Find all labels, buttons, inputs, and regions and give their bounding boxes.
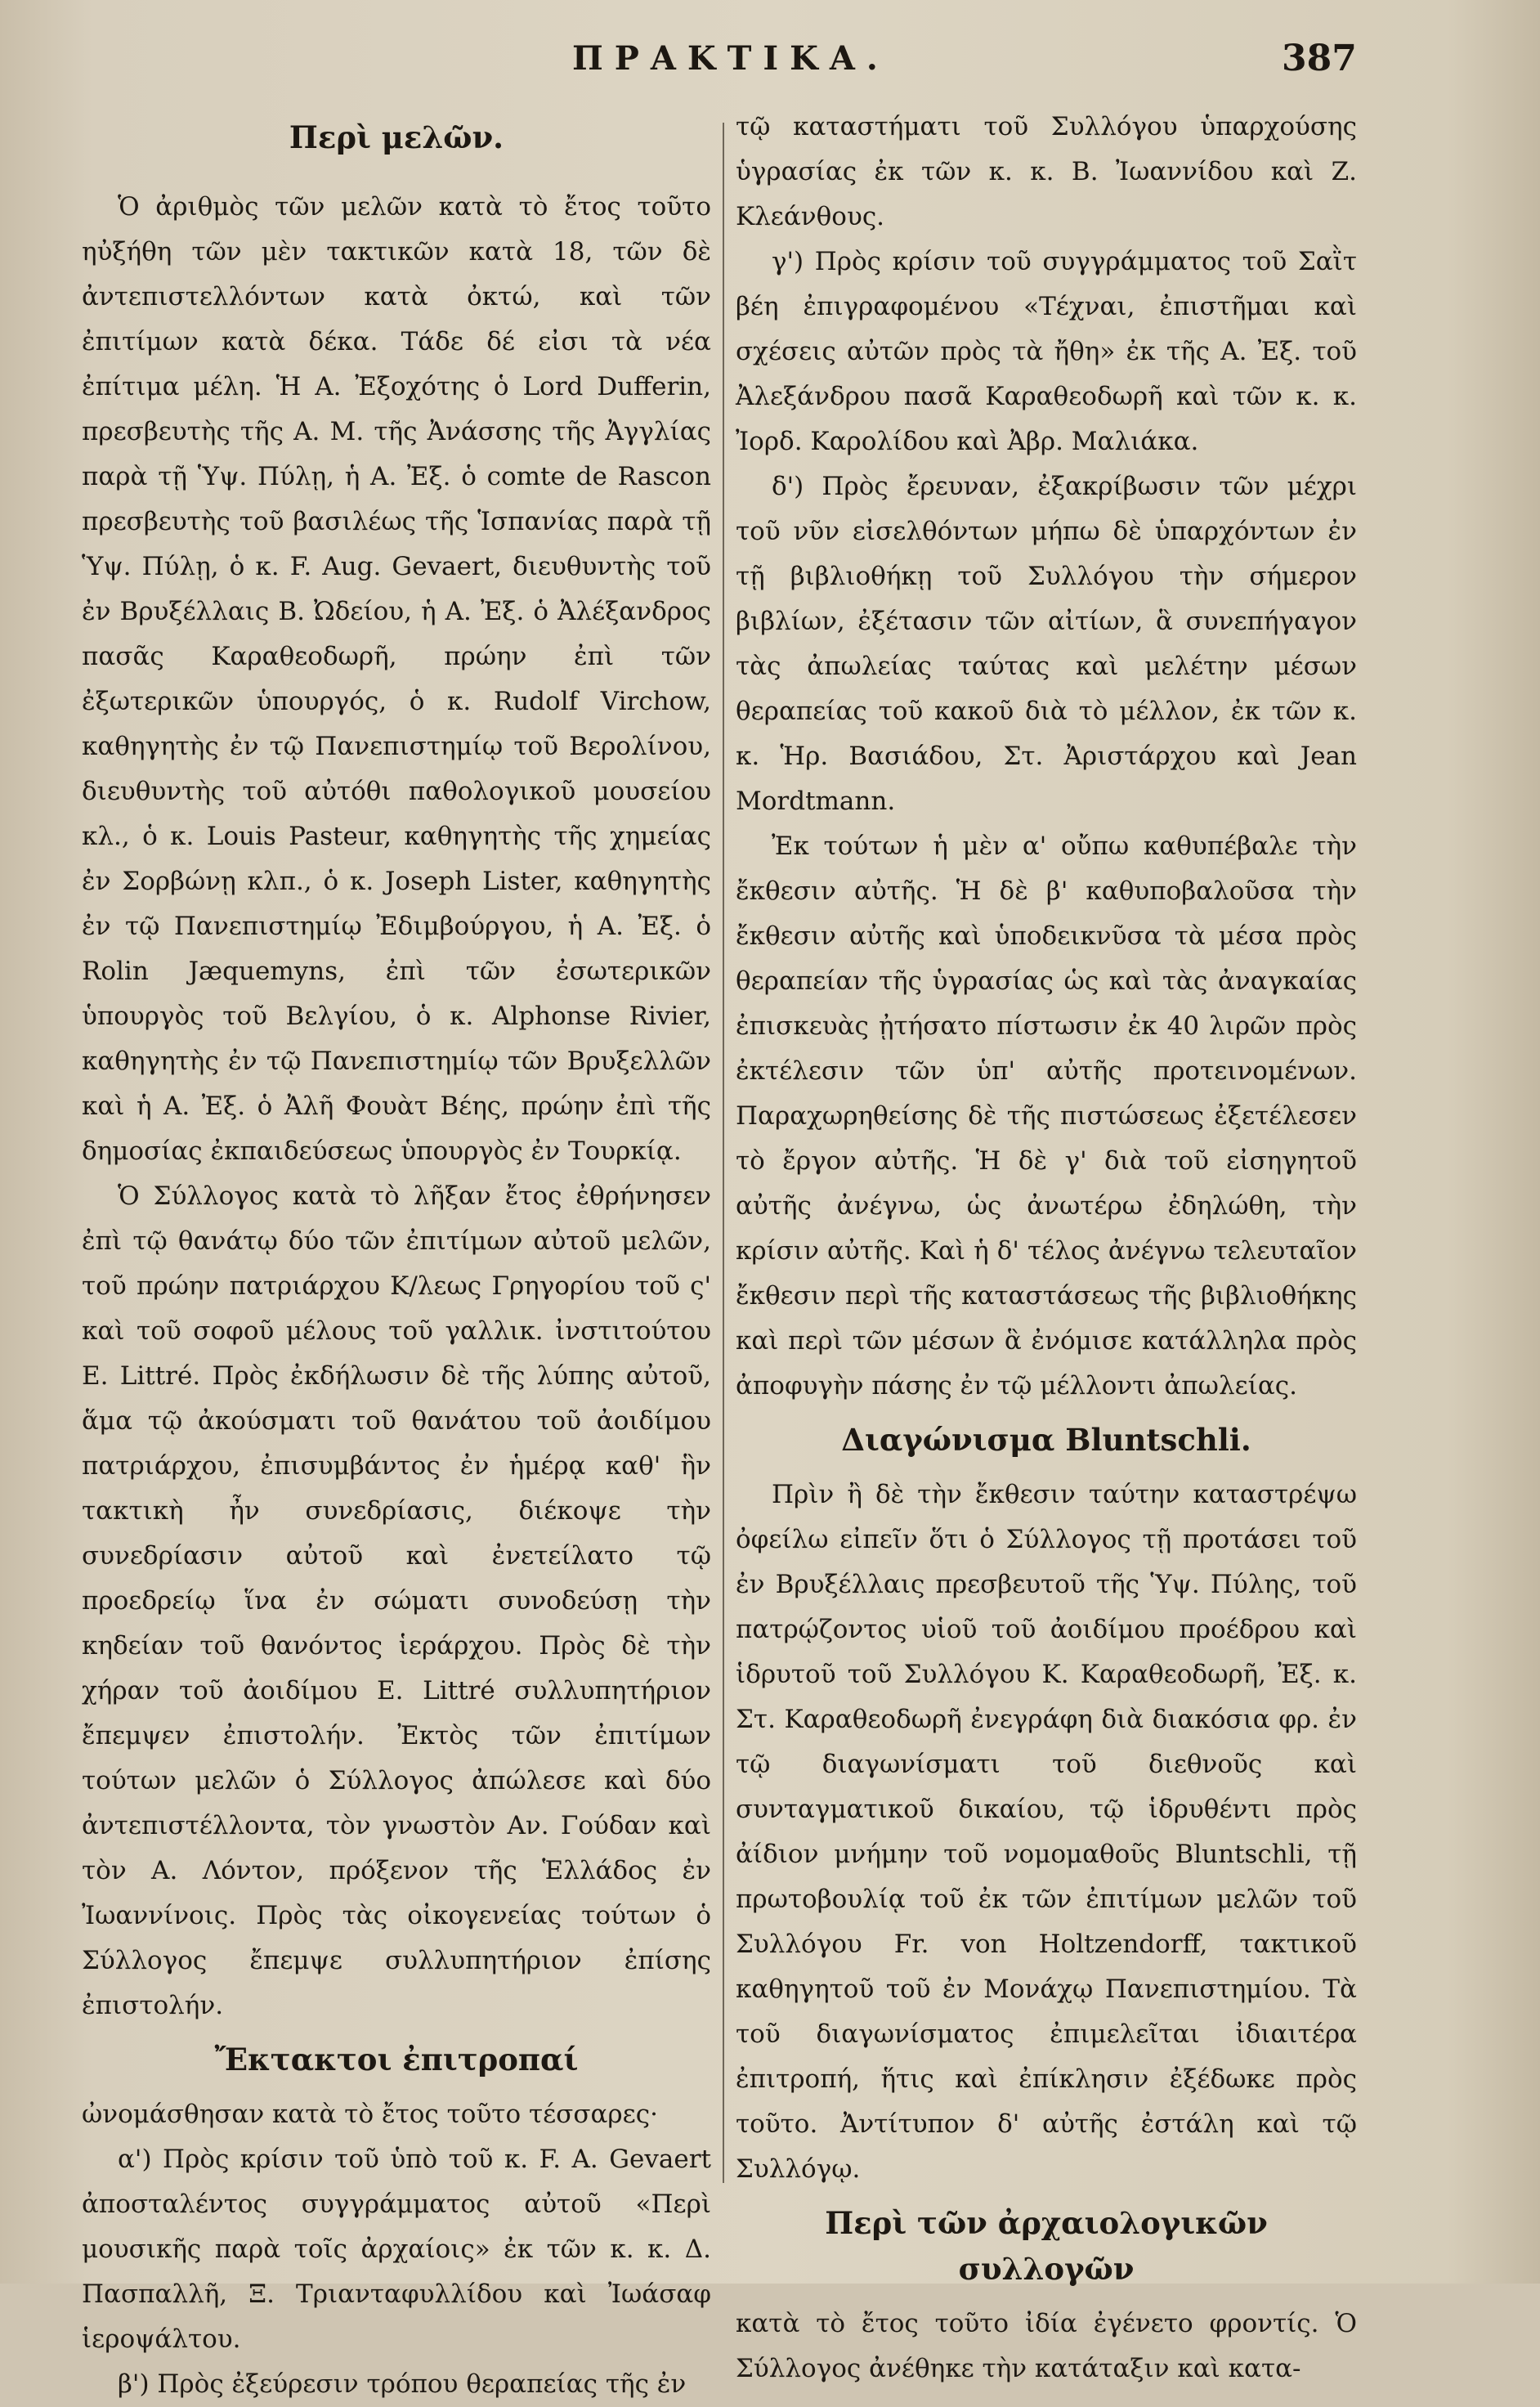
- section-heading-archaeological: Περὶ τῶν ἀρχαιολογικῶν συλλογῶν: [825, 2205, 1268, 2287]
- right-column: [736, 105, 1357, 2383]
- paragraph-committee-results: Ἐκ τούτων ἡ μὲν α' οὔπω καθυπέβαλε τὴν ἔκθεσιν αὐτῆς. Ἡ δὲ β' καθυποβαλοῦσα τὴν ἔκθεσιν αὐτῆς καὶ ὑποδεικνῦσα τὰ μέσα πρὸς θεραπείαν τῆς ὑγρασίας ὡς καὶ τὰς ἀναγκαίας ἐπισκευὰς ᾐτήσατο πίστωσιν ἐκ 40 λιρῶν πρὸς ἐκτέλεσιν τῶν ὑπ' αὐτῆς προτεινομένων. Παραχωρηθείσης δὲ τῆς πιστώσεως ἐξετέλεσεν τὸ ἔργον αὐτῆς. Ἡ δὲ γ' διὰ τοῦ εἰσηγητοῦ αὐτῆς ἀνέγνω, ὡς ἀνωτέρω ἐδηλώθη, τὴν κρίσιν αὐτῆς. Καὶ ἡ δ' τέλος ἀνέγνω τελευταῖον ἔκθεσιν περὶ τῆς καταστάσεως τῆς βιβλιοθήκης καὶ περὶ τῶν μέσων ἃ ἐνόμισε κατάλληλα πρὸς ἀποφυγὴν πάσης ἐν τῷ μέλλοντι ἀπωλείας.: [736, 831, 1357, 1401]
- running-head: [0, 36, 1540, 85]
- paragraph-committee-d: δ') Πρὸς ἔρευναν, ἐξακρίβωσιν τῶν μέχρι τοῦ νῦν εἰσελθόντων μήπω δὲ ὑπαρχόντων ἐν τῇ βιβλιοθήκῃ τοῦ Συλλόγου τὴν σήμερον βιβλίων, ἐξέτασιν τῶν αἰτίων, ἃ συνεπήγαγον τὰς ἀπωλείας ταύτας καὶ μελέτην μέσων θεραπείας τοῦ κακοῦ διὰ τὸ μέλλον, ἐκ τῶν κ. κ. Ἡρ. Βασιάδου, Στ. Ἀριστάρχου καὶ Jean Mordtmann.: [736, 472, 1357, 816]
- paragraph-bluntschli-prize: Πρὶν ἢ δὲ τὴν ἔκθεσιν ταύτην καταστρέψω ὀφείλω εἰπεῖν ὅτι ὁ Σύλλογος τῇ προτάσει τοῦ ἐν Βρυξέλλαις πρεσβευτοῦ τῆς Ὑψ. Πύλης, τοῦ πατρῴζοντος υἱοῦ τοῦ ἀοιδίμου προέδρου καὶ ἱδρυτοῦ τοῦ Συλλόγου Κ. Καραθεοδωρῆ, Ἐξ. κ. Στ. Καραθεοδωρῆ ἐνεγράφη διὰ διακόσια φρ. ἐν τῷ διαγωνίσματι τοῦ διεθνοῦς καὶ συνταγματικοῦ δικαίου, τῷ ἱδρυθέντι πρὸς ἀίδιον μνήμην τοῦ νομομαθοῦς Bluntschli, τῇ πρωτοβουλίᾳ τοῦ ἐκ τῶν ἐπιτίμων μελῶν τοῦ Συλλόγου Fr. von Holtzendorff, τακτικοῦ καθηγητοῦ τοῦ ἐν Μονάχῳ Πανεπιστημίου. Τὰ τοῦ διαγωνίσματος ἐπιμελεῖται ἰδιαιτέρα ἐπιτροπή, ἥτις καὶ ἐπίκλησιν ἐξέδωκε πρὸς τοῦτο. Ἀντίτυπον δ' αὐτῆς ἐστάλη καὶ τῷ Συλλόγῳ.: [736, 1480, 1357, 2184]
- section-heading-committees: Ἔκτακτοι ἐπιτροπαί: [214, 2042, 579, 2078]
- column-divider: [723, 123, 724, 2183]
- left-column: [82, 105, 711, 2399]
- paragraph-deceased-members: Ὁ Σύλλογος κατὰ τὸ λῆξαν ἔτος ἐθρήνησεν ἐπὶ τῷ θανάτῳ δύο τῶν ἐπιτίμων αὐτοῦ μελῶν, τοῦ πρώην πατριάρχου Κ/λεως Γρηγορίου τοῦ ς' καὶ τοῦ σοφοῦ μέλους τοῦ γαλλικ. ἰνστιτούτου E. Littré. Πρὸς ἐκδήλωσιν δὲ τῆς λύπης αὐτοῦ, ἅμα τῷ ἀκούσματι τοῦ θανάτου τοῦ ἀοιδίμου πατριάρχου, ἐπισυμβάντος ἐν ἡμέρᾳ καθ' ἣν τακτικὴ ἦν συνεδρίασις, διέκοψε τὴν συνεδρίασιν αὐτοῦ καὶ ἐνετείλατο τῷ προεδρείῳ ἵνα ἐν σώματι συνοδεύσῃ τὴν κηδείαν τοῦ θανόντος ἱεράρχου. Πρὸς δὲ τὴν χήραν τοῦ ἀοιδίμου E. Littré συλλυπητήριον ἔπεμψεν ἐπιστολήν. Ἐκτὸς τῶν ἐπιτίμων τούτων μελῶν ὁ Σύλλογος ἀπώλεσε καὶ δύο ἀντεπιστέλλοντα, τὸν γνωστὸν Αν. Γούδαν καὶ τὸν Α. Λόντον, πρόξενον τῆς Ἑλλάδος ἐν Ἰωαννίνοις. Πρὸς τὰς οἰκογενείας τούτων ὁ Σύλλογος ἔπεμψε συλλυπητήριον ἐπίσης ἐπιστολήν.: [82, 1181, 711, 2020]
- paragraph-committee-a: α') Πρὸς κρίσιν τοῦ ὑπὸ τοῦ κ. F. A. Gevaert ἀποσταλέντος συγγράμματος αὐτοῦ «Περὶ μουσικῆς παρὰ τοῖς ἀρχαίοις» ἐκ τῶν κ. κ. Δ. Πασπαλλῆ, Ξ. Τριανταφυλλίδου καὶ Ἰωάσαφ ἱεροψάλτου.: [82, 2145, 711, 2354]
- paragraph-committee-b-end: τῷ καταστήματι τοῦ Συλλόγου ὑπαρχούσης ὑγρασίας ἐκ τῶν κ. κ. Β. Ἰωαννίδου καὶ Ζ. Κλεάνθους.: [736, 112, 1357, 231]
- paragraph-committee-b-start: β') Πρὸς ἐξεύρεσιν τρόπου θεραπείας τῆς ἐν: [118, 2369, 687, 2399]
- paragraph-new-members: Ὁ ἀριθμὸς τῶν μελῶν κατὰ τὸ ἔτος τοῦτο ηὐξήθη τῶν μὲν τακτικῶν κατὰ 18, τῶν δὲ ἀντεπιστελλόντων κατὰ ὀκτώ, καὶ τῶν ἐπιτίμων κατὰ δέκα. Τάδε δέ εἰσι τὰ νέα ἐπίτιμα μέλη. Ἡ Α. Ἐξοχότης ὁ Lord Dufferin, πρεσβευτὴς τῆς Α. Μ. τῆς Ἀνάσσης τῆς Ἀγγλίας παρὰ τῇ Ὑψ. Πύλῃ, ἡ Α. Ἐξ. ὁ comte de Rascon πρεσβευτὴς τοῦ βασιλέως τῆς Ἱσπανίας παρὰ τῇ Ὑψ. Πύλῃ, ὁ κ. F. Aug. Gevaert, διευθυντὴς τοῦ ἐν Βρυξέλλαις Β. Ὠδείου, ἡ Α. Ἐξ. ὁ Ἀλέξανδρος πασᾶς Καραθεοδωρῆ, πρώην ἐπὶ τῶν ἐξωτερικῶν ὑπουργός, ὁ κ. Rudolf Virchow, καθηγητὴς ἐν τῷ Πανεπιστημίῳ τοῦ Βερολίνου, διευθυντὴς τοῦ αὐτόθι παθολογικοῦ μουσείου κλ., ὁ κ. Louis Pasteur, καθηγητὴς τῆς χημείας ἐν Σορβώνῃ κλπ., ὁ κ. Joseph Lister, καθηγητὴς ἐν τῷ Πανεπιστημίῳ Ἐδιμβούργου, ἡ Α. Ἐξ. ὁ Rolin Jæquemyns, ἐπὶ τῶν ἐσωτερικῶν ὑπουργὸς τοῦ Βελγίου, ὁ κ. Alphonse Rivier, καθηγητὴς ἐν τῷ Πανεπιστημίῳ τῶν Βρυξελλῶν καὶ ἡ Α. Ἐξ. ὁ Ἀλῆ Φουὰτ Βέης, πρώην ἐπὶ τῆς δημοσίας ἐκπαιδεύσεως ὑπουργὸς ἐν Τουρκίᾳ.: [82, 192, 711, 1166]
- section-heading-bluntschli: Διαγώνισμα Bluntschli.: [841, 1422, 1251, 1458]
- page-number: 387: [1282, 38, 1357, 79]
- paragraph-archaeological: κατὰ τὸ ἔτος τοῦτο ἰδία ἐγένετο φροντίς. Ὁ Σύλλογος ἀνέθηκε τὴν κατάταξιν καὶ κατα-: [736, 2309, 1357, 2383]
- running-title: ΠΡΑΚΤΙΚΑ.: [572, 39, 889, 78]
- paragraph-committee-c: γ') Πρὸς κρίσιν τοῦ συγγράμματος τοῦ Σαῒτ βέη ἐπιγραφομένου «Τέχναι, ἐπιστῆμαι καὶ σχέσεις αὐτῶν πρὸς τὰ ἤθη» ἐκ τῆς Α. Ἐξ. τοῦ Ἀλεξάνδρου πασᾶ Καραθεοδωρῆ καὶ τῶν κ. κ. Ἰορδ. Καρολίδου καὶ Ἀβρ. Μαλιάκα.: [736, 247, 1357, 456]
- paragraph-committees-intro: ὠνομάσθησαν κατὰ τὸ ἔτος τοῦτο τέσσαρες·: [82, 2100, 658, 2129]
- section-heading-members: Περὶ μελῶν.: [289, 119, 504, 155]
